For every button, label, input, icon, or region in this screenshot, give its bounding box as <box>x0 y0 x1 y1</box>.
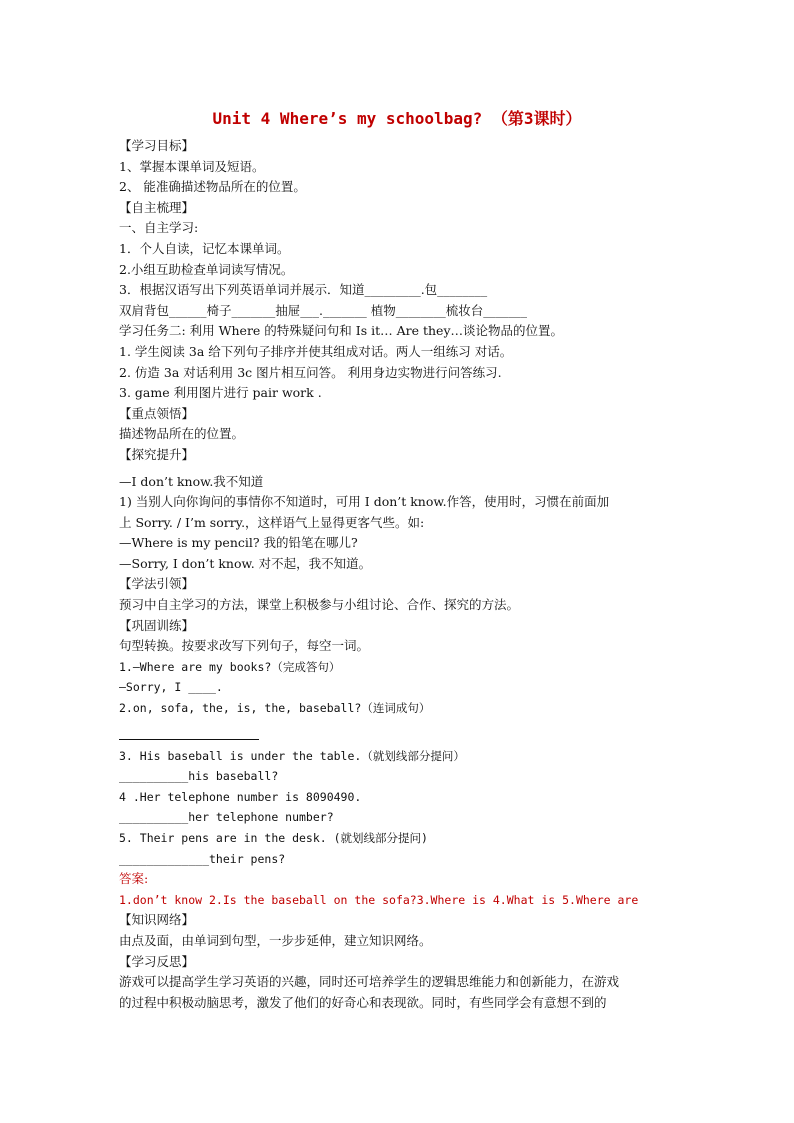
exercise-line: __________his baseball? <box>119 769 279 784</box>
section-heading-reflection: 【学习反思】 <box>119 953 195 969</box>
text-line: 描述物品所在的位置。 <box>119 426 245 442</box>
text-line: 2. 仿造 3a 对话利用 3c 图片相互问答。 利用身边实物进行问答练习. <box>119 364 502 380</box>
text-line: 的过程中积极动脑思考，激发了他们的好奇心和表现欲。同时，有些同学会有意想不到的 <box>119 994 607 1010</box>
section-heading-focus: 【重点领悟】 <box>119 405 195 421</box>
text-line: 3．根据汉语写出下列英语单词并展示．知道_________.包________ <box>119 282 488 298</box>
exercise-line: 3. His baseball is under the table.（就划线部分提问） <box>119 748 465 763</box>
exercise-line: —Sorry, I ____. <box>119 680 223 695</box>
text-line: 1．个人自读，记忆本课单词。 <box>119 240 290 256</box>
section-heading-drill: 【巩固训练】 <box>119 617 195 633</box>
exercise-line: __________her telephone number? <box>119 810 334 825</box>
text-line: 一、自主学习: <box>119 220 199 236</box>
text-line: —Sorry, I don’t know. 对不起，我不知道。 <box>119 555 372 571</box>
page-title: Unit 4 Where’s my schoolbag? （第3课时） <box>212 109 582 128</box>
text-line: 1、掌握本课单词及短语。 <box>119 158 265 174</box>
text-line: 2.小组互助检查单词读写情况。 <box>119 261 294 277</box>
document-body <box>119 136 679 1013</box>
text-line: 1. 学生阅读 3a 给下列句子排序并使其组成对话。两人一组练习 对话。 <box>119 343 513 359</box>
section-heading-goals: 【学习目标】 <box>119 138 195 153</box>
text-line: 1) 当别人向你询问的事情你不知道时，可用 I don’t know.作答，使用时，习惯在前面加 <box>119 494 610 510</box>
section-heading-network: 【知识网络】 <box>119 912 195 928</box>
text-line: —I don’t know.我不知道 <box>119 473 264 489</box>
exercise-line: 4 .Her telephone number is 8090490. <box>119 789 362 804</box>
exercise-line: _____________their pens? <box>119 851 286 866</box>
text-line: 双肩背包______椅子_______抽屉___._______ 植物________梳妆台_______ <box>119 302 527 318</box>
text-line: 上 Sorry. / I’m sorry.，这样语气上显得更客气些。如: <box>119 514 425 530</box>
answer-blank-line <box>119 725 259 740</box>
text-line: 学习任务二: 利用 Where 的特殊疑问句和 Is it… Are they…谈论物品的位置。 <box>119 323 564 339</box>
exercise-line: 5. Their pens are in the desk. (就划线部分提问) <box>119 831 428 845</box>
answer-line: 1.don’t know 2.Is the baseball on the sofa?3.Where is 4.What is 5.Where are <box>119 892 639 907</box>
section-heading-explore: 【探究提升】 <box>119 446 195 462</box>
text-line: —Where is my pencil? 我的铅笔在哪儿? <box>119 535 358 551</box>
text-line: 3. game 利用图片进行 pair work . <box>119 385 322 401</box>
text-line: 由点及面，由单词到句型，一步步延伸，建立知识网络。 <box>119 932 432 948</box>
exercise-line: 1.—Where are my books?（完成答句） <box>119 659 341 674</box>
section-heading-method: 【学法引领】 <box>119 576 195 592</box>
text-line: 游戏可以提高学生学习英语的兴趣，同时还可培养学生的逻辑思维能力和创新能力，在游戏 <box>119 974 620 990</box>
section-heading-self-study: 【自主梳理】 <box>119 199 195 215</box>
text-line: 2、 能准确描述物品所在的位置。 <box>119 179 306 195</box>
answer-heading: 答案: <box>119 871 149 887</box>
exercise-line: 2.on, sofa, the, is, the, baseball?（连词成句） <box>119 701 431 716</box>
text-line: 句型转换。按要求改写下列句子，每空一词。 <box>119 638 370 654</box>
text-line: 预习中自主学习的方法，课堂上积极参与小组讨论、合作、探究的方法。 <box>119 597 520 613</box>
